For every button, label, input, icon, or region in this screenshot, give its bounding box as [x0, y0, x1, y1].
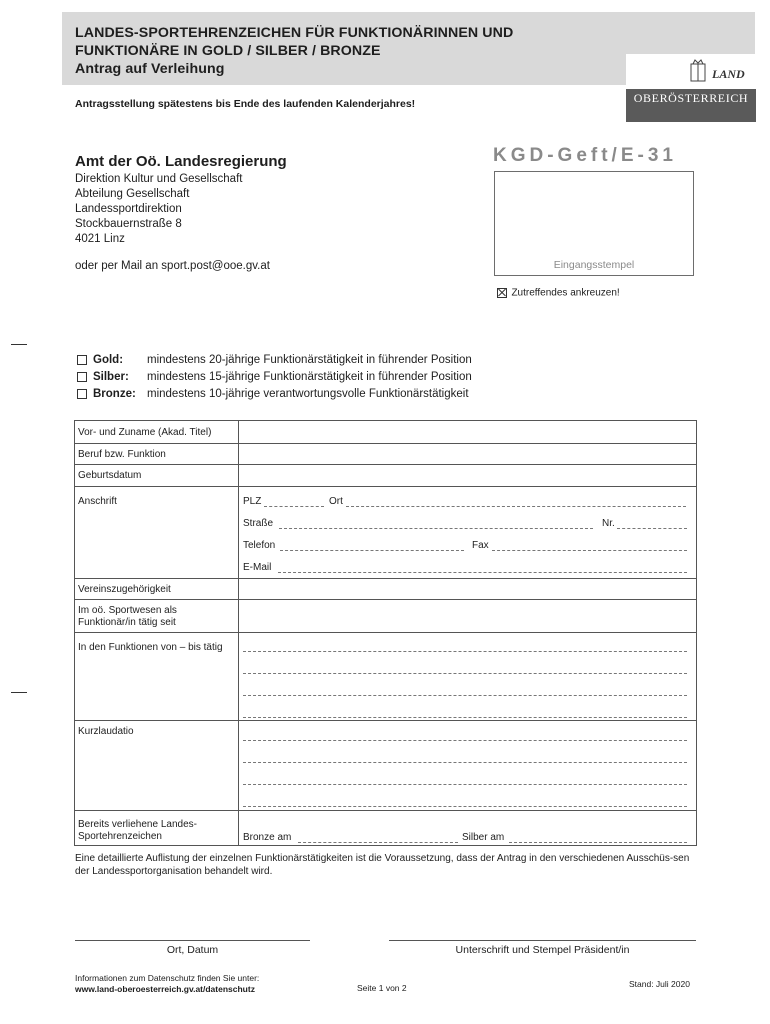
laudatio-line[interactable]	[243, 806, 687, 807]
laudatio-line[interactable]	[243, 784, 687, 785]
label-job: Beruf bzw. Funktion	[78, 449, 166, 460]
laudatio-line[interactable]	[243, 762, 687, 763]
address-line: Direktion Kultur und Gesellschaft	[75, 173, 243, 185]
table-border	[74, 420, 697, 421]
table-border	[696, 420, 697, 846]
address-line: Landessportdirektion	[75, 203, 182, 215]
silber-date-field[interactable]	[509, 842, 687, 843]
silber-desc: mindestens 15-jährige Funktionärstätigkeit in führender Position	[147, 371, 472, 383]
privacy-link[interactable]: www.land-oberoesterreich.gv.at/datenschutz	[75, 984, 255, 994]
ort-label: Ort	[329, 496, 343, 507]
checked-box-icon	[497, 288, 507, 298]
label-prior	[78, 819, 197, 843]
fold-mark	[11, 692, 27, 693]
plz-label: PLZ	[243, 496, 262, 507]
functions-line[interactable]	[243, 673, 687, 674]
label-since-line: Funktionär/in tätig seit	[78, 617, 176, 628]
version-date: Stand: Juli 2020	[629, 979, 690, 989]
since-field[interactable]	[240, 600, 695, 631]
requirement-note: Eine detaillierte Auflistung der einzelnen Funktionärstätigkeiten ist die Voraussetzung, dass der Antrag in den verschiedenen Ausschüs-sen der Landessportorganisation behandelt wird.	[75, 853, 690, 877]
strasse-field[interactable]	[279, 528, 593, 529]
functions-line[interactable]	[243, 651, 687, 652]
gold-desc: mindestens 20-jährige Funktionärstätigkeit in führender Position	[147, 354, 472, 366]
label-since	[78, 605, 177, 629]
label-functions: In den Funktionen von – bis tätig	[78, 642, 223, 653]
gold-label: Gold:	[93, 354, 124, 366]
privacy-info	[75, 973, 259, 995]
plz-field[interactable]	[264, 506, 324, 507]
signature-field[interactable]	[389, 940, 696, 941]
logo-state-text: OBERÖSTERREICH	[633, 91, 749, 105]
coat-of-arms-icon	[686, 58, 712, 86]
laudatio-line[interactable]	[243, 740, 687, 741]
silber-date-label: Silber am	[462, 832, 505, 843]
row-divider	[74, 486, 697, 487]
nr-label: Nr.	[602, 518, 615, 529]
check-hint-text: Zutreffendes ankreuzen!	[511, 287, 620, 299]
label-prior-line: Sportehrenzeichen	[78, 831, 162, 842]
deadline-note: Antragsstellung spätestens bis Ende des laufenden Kalenderjahres!	[75, 98, 416, 110]
mail-note: oder per Mail an sport.post@ooe.gv.at	[75, 260, 270, 272]
gold-checkbox[interactable]	[77, 355, 87, 365]
label-prior-line: Bereits verliehene Landes-	[78, 819, 197, 830]
table-divider	[238, 420, 239, 846]
email-field[interactable]	[278, 572, 687, 573]
privacy-text: Informationen zum Datenschutz finden Sie unter:	[75, 973, 260, 983]
place-date-field[interactable]	[75, 940, 310, 941]
bronze-label: Bronze:	[93, 388, 136, 400]
stamp-label: Eingangsstempel	[553, 259, 635, 271]
place-date-label: Ort, Datum	[166, 944, 219, 956]
logo	[626, 54, 756, 122]
nr-field[interactable]	[617, 528, 687, 529]
fold-mark	[11, 344, 27, 345]
functions-line[interactable]	[243, 695, 687, 696]
fax-field[interactable]	[492, 550, 687, 551]
title-line-2: FUNKTIONÄRE IN GOLD / SILBER / BRONZE	[75, 43, 381, 59]
table-border	[74, 420, 75, 846]
strasse-label: Straße	[243, 518, 274, 529]
table-border	[74, 845, 697, 846]
functions-line[interactable]	[243, 717, 687, 718]
name-field[interactable]	[240, 444, 695, 463]
row-divider	[74, 632, 697, 633]
ort-field[interactable]	[346, 506, 686, 507]
recipient-address	[75, 172, 242, 247]
bronze-date-field[interactable]	[298, 842, 458, 843]
silber-checkbox[interactable]	[77, 372, 87, 382]
page-number: Seite 1 von 2	[357, 983, 407, 993]
recipient-org: Amt der Oö. Landesregierung	[75, 153, 287, 170]
label-dob: Geburtsdatum	[78, 470, 142, 481]
email-label: E-Mail	[243, 562, 272, 573]
label-club: Vereinszugehörigkeit	[78, 584, 171, 595]
signature-label: Unterschrift und Stempel Präsident/in	[455, 944, 630, 956]
bronze-checkbox[interactable]	[77, 389, 87, 399]
row-divider	[74, 720, 697, 721]
row-divider	[74, 810, 697, 811]
label-address: Anschrift	[78, 496, 117, 507]
subtitle: Antrag auf Verleihung	[75, 61, 225, 77]
telefon-label: Telefon	[243, 540, 276, 551]
form-code: KGD-Geft/E-31	[493, 145, 677, 166]
label-laudatio: Kurzlaudatio	[78, 726, 134, 737]
job-field[interactable]	[240, 465, 695, 485]
club-field[interactable]	[240, 579, 695, 598]
check-hint	[497, 284, 620, 302]
bronze-date-label: Bronze am	[243, 832, 292, 843]
address-line: Stockbauernstraße 8	[75, 218, 182, 230]
telefon-field[interactable]	[280, 550, 464, 551]
logo-land-text: LAND	[712, 67, 745, 81]
fax-label: Fax	[472, 540, 489, 551]
title-line-1: LANDES-SPORTEHRENZEICHEN FÜR FUNKTIONÄRINNEN UND	[75, 25, 514, 41]
label-name: Vor- und Zuname (Akad. Titel)	[78, 427, 212, 438]
silber-label: Silber:	[93, 371, 129, 383]
address-line: Abteilung Gesellschaft	[75, 188, 190, 200]
label-since-line: Im oö. Sportwesen als	[78, 605, 177, 616]
address-line: 4021 Linz	[75, 233, 125, 245]
bronze-desc: mindestens 10-jährige verantwortungsvolle Funktionärstätigkeit	[147, 388, 469, 400]
